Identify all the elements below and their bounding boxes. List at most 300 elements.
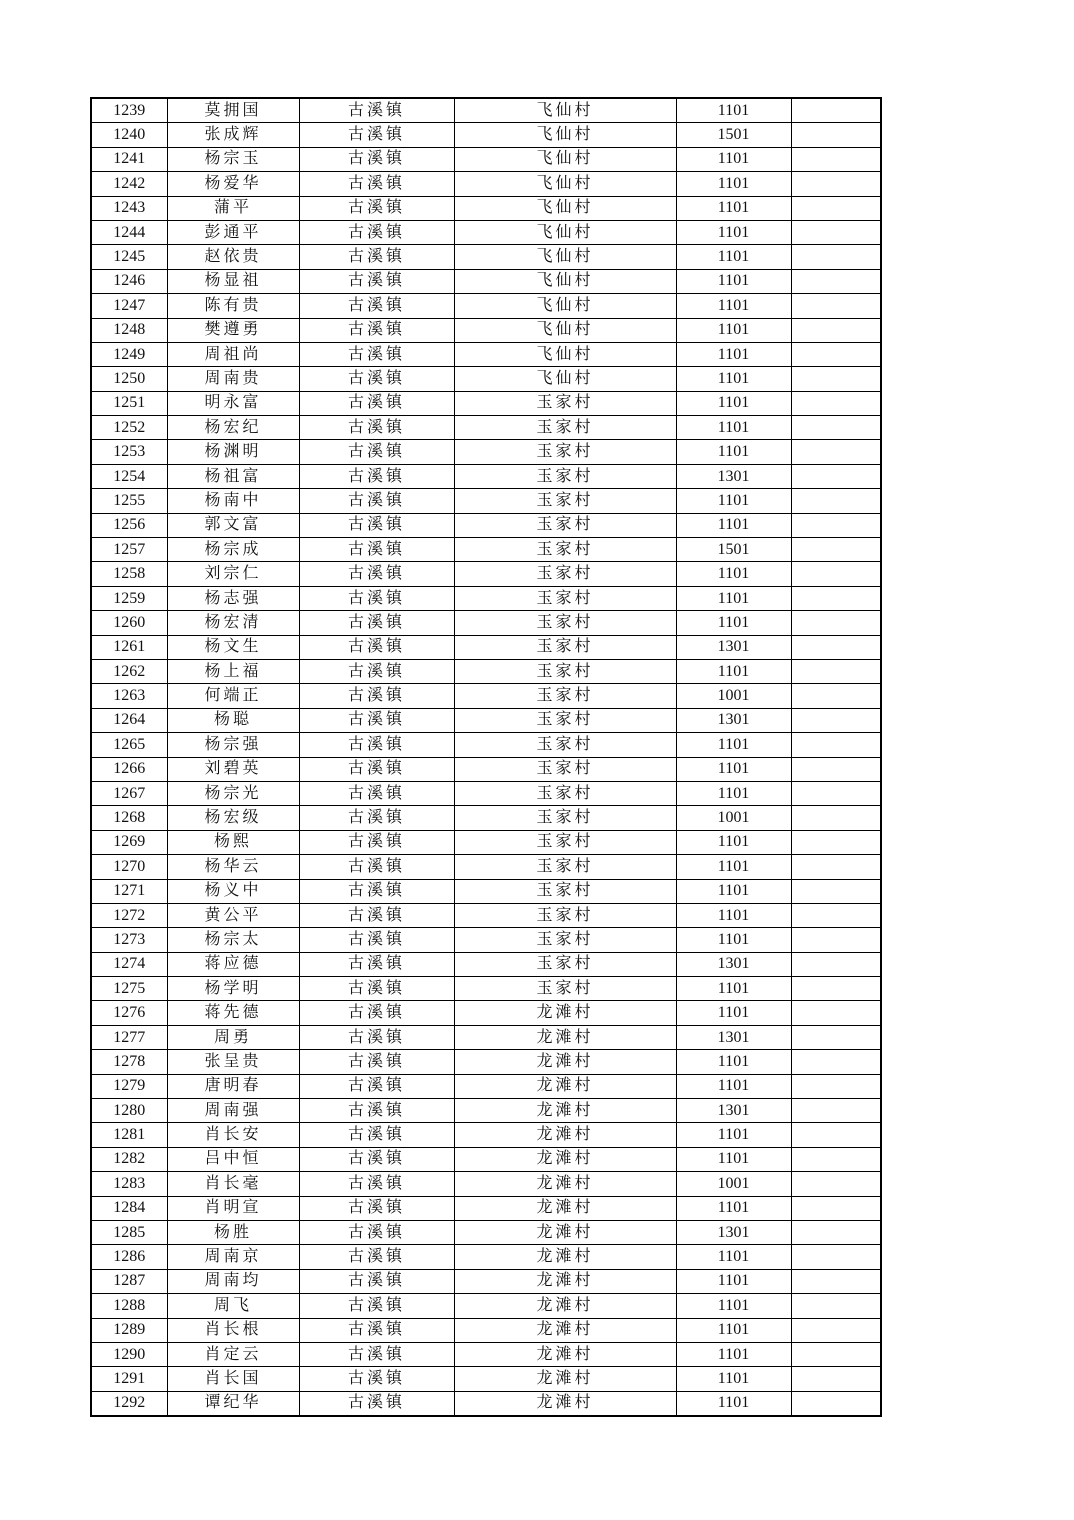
note-cell <box>791 1318 881 1342</box>
code-cell: 1101 <box>676 1342 791 1366</box>
town-cell: 古溪镇 <box>299 269 454 293</box>
row-number-cell: 1291 <box>91 1367 167 1391</box>
row-number-cell: 1249 <box>91 342 167 366</box>
row-number-cell: 1266 <box>91 757 167 781</box>
table-row <box>91 1391 881 1416</box>
row-number-cell: 1246 <box>91 269 167 293</box>
note-cell <box>791 172 881 196</box>
table-row <box>91 928 881 952</box>
note-cell <box>791 147 881 171</box>
name-cell: 蒋先德 <box>167 1001 299 1025</box>
name-cell: 杨渊明 <box>167 440 299 464</box>
code-cell: 1101 <box>676 611 791 635</box>
town-cell: 古溪镇 <box>299 1050 454 1074</box>
note-cell <box>791 489 881 513</box>
village-cell: 飞仙村 <box>454 367 676 391</box>
row-number-cell: 1274 <box>91 952 167 976</box>
roster-table <box>90 97 882 1417</box>
village-cell: 玉家村 <box>454 952 676 976</box>
code-cell: 1101 <box>676 172 791 196</box>
row-number-cell: 1263 <box>91 684 167 708</box>
table-row <box>91 245 881 269</box>
town-cell: 古溪镇 <box>299 391 454 415</box>
note-cell <box>791 1245 881 1269</box>
code-cell: 1101 <box>676 1147 791 1171</box>
name-cell: 杨宗光 <box>167 781 299 805</box>
code-cell: 1101 <box>676 391 791 415</box>
code-cell: 1301 <box>676 1025 791 1049</box>
table-row <box>91 123 881 147</box>
note-cell <box>791 1269 881 1293</box>
code-cell: 1101 <box>676 1318 791 1342</box>
table-row <box>91 1050 881 1074</box>
town-cell: 古溪镇 <box>299 586 454 610</box>
row-number-cell: 1283 <box>91 1172 167 1196</box>
table-row <box>91 1001 881 1025</box>
name-cell: 何端正 <box>167 684 299 708</box>
town-cell: 古溪镇 <box>299 98 454 123</box>
table-row <box>91 684 881 708</box>
village-cell: 龙滩村 <box>454 1050 676 1074</box>
name-cell: 杨宏纪 <box>167 416 299 440</box>
row-number-cell: 1279 <box>91 1074 167 1098</box>
village-cell: 龙滩村 <box>454 1245 676 1269</box>
code-cell: 1101 <box>676 830 791 854</box>
note-cell <box>791 708 881 732</box>
village-cell: 玉家村 <box>454 416 676 440</box>
note-cell <box>791 781 881 805</box>
name-cell: 肖明宣 <box>167 1196 299 1220</box>
village-cell: 龙滩村 <box>454 1269 676 1293</box>
name-cell: 杨胜 <box>167 1220 299 1244</box>
code-cell: 1101 <box>676 977 791 1001</box>
note-cell <box>791 928 881 952</box>
village-cell: 龙滩村 <box>454 1294 676 1318</box>
table-row <box>91 952 881 976</box>
table-row <box>91 1147 881 1171</box>
name-cell: 杨上福 <box>167 659 299 683</box>
town-cell: 古溪镇 <box>299 611 454 635</box>
village-cell: 飞仙村 <box>454 220 676 244</box>
village-cell: 龙滩村 <box>454 1196 676 1220</box>
row-number-cell: 1271 <box>91 879 167 903</box>
row-number-cell: 1240 <box>91 123 167 147</box>
code-cell: 1101 <box>676 269 791 293</box>
note-cell <box>791 513 881 537</box>
row-number-cell: 1275 <box>91 977 167 1001</box>
table-row <box>91 1025 881 1049</box>
village-cell: 龙滩村 <box>454 1147 676 1171</box>
table-row <box>91 659 881 683</box>
row-number-cell: 1243 <box>91 196 167 220</box>
village-cell: 飞仙村 <box>454 196 676 220</box>
village-cell: 玉家村 <box>454 391 676 415</box>
village-cell: 玉家村 <box>454 440 676 464</box>
row-number-cell: 1254 <box>91 464 167 488</box>
name-cell: 周南贵 <box>167 367 299 391</box>
code-cell: 1101 <box>676 1245 791 1269</box>
table-row <box>91 220 881 244</box>
code-cell: 1101 <box>676 245 791 269</box>
code-cell: 1101 <box>676 757 791 781</box>
row-number-cell: 1250 <box>91 367 167 391</box>
table-row <box>91 1220 881 1244</box>
note-cell <box>791 1147 881 1171</box>
note-cell <box>791 123 881 147</box>
village-cell: 飞仙村 <box>454 245 676 269</box>
note-cell <box>791 464 881 488</box>
code-cell: 1101 <box>676 562 791 586</box>
town-cell: 古溪镇 <box>299 513 454 537</box>
row-number-cell: 1282 <box>91 1147 167 1171</box>
note-cell <box>791 1099 881 1123</box>
village-cell: 飞仙村 <box>454 147 676 171</box>
row-number-cell: 1257 <box>91 538 167 562</box>
name-cell: 吕中恒 <box>167 1147 299 1171</box>
village-cell: 龙滩村 <box>454 1172 676 1196</box>
code-cell: 1101 <box>676 98 791 123</box>
town-cell: 古溪镇 <box>299 440 454 464</box>
name-cell: 杨显祖 <box>167 269 299 293</box>
table-row <box>91 635 881 659</box>
row-number-cell: 1272 <box>91 903 167 927</box>
table-row <box>91 806 881 830</box>
code-cell: 1301 <box>676 1220 791 1244</box>
town-cell: 古溪镇 <box>299 1172 454 1196</box>
table-row <box>91 1099 881 1123</box>
town-cell: 古溪镇 <box>299 196 454 220</box>
row-number-cell: 1253 <box>91 440 167 464</box>
row-number-cell: 1285 <box>91 1220 167 1244</box>
town-cell: 古溪镇 <box>299 1294 454 1318</box>
code-cell: 1501 <box>676 123 791 147</box>
village-cell: 玉家村 <box>454 562 676 586</box>
table-row <box>91 440 881 464</box>
code-cell: 1101 <box>676 903 791 927</box>
town-cell: 古溪镇 <box>299 464 454 488</box>
village-cell: 龙滩村 <box>454 1123 676 1147</box>
note-cell <box>791 1342 881 1366</box>
table-row <box>91 1172 881 1196</box>
village-cell: 玉家村 <box>454 538 676 562</box>
note-cell <box>791 245 881 269</box>
village-cell: 玉家村 <box>454 635 676 659</box>
table-row <box>91 342 881 366</box>
table-row <box>91 489 881 513</box>
town-cell: 古溪镇 <box>299 1001 454 1025</box>
row-number-cell: 1242 <box>91 172 167 196</box>
table-row <box>91 830 881 854</box>
town-cell: 古溪镇 <box>299 781 454 805</box>
table-row <box>91 977 881 1001</box>
table-row <box>91 1318 881 1342</box>
name-cell: 杨南中 <box>167 489 299 513</box>
row-number-cell: 1287 <box>91 1269 167 1293</box>
note-cell <box>791 733 881 757</box>
name-cell: 周飞 <box>167 1294 299 1318</box>
town-cell: 古溪镇 <box>299 635 454 659</box>
note-cell <box>791 1001 881 1025</box>
village-cell: 玉家村 <box>454 903 676 927</box>
note-cell <box>791 757 881 781</box>
code-cell: 1101 <box>676 733 791 757</box>
row-number-cell: 1241 <box>91 147 167 171</box>
table-row <box>91 781 881 805</box>
name-cell: 陈有贵 <box>167 294 299 318</box>
name-cell: 杨文生 <box>167 635 299 659</box>
name-cell: 蒲平 <box>167 196 299 220</box>
town-cell: 古溪镇 <box>299 245 454 269</box>
table-row <box>91 1245 881 1269</box>
row-number-cell: 1267 <box>91 781 167 805</box>
note-cell <box>791 1391 881 1416</box>
row-number-cell: 1248 <box>91 318 167 342</box>
table-row <box>91 903 881 927</box>
table-body <box>91 98 881 1416</box>
name-cell: 明永富 <box>167 391 299 415</box>
village-cell: 龙滩村 <box>454 1025 676 1049</box>
village-cell: 玉家村 <box>454 806 676 830</box>
note-cell <box>791 1196 881 1220</box>
code-cell: 1101 <box>676 513 791 537</box>
table-row <box>91 562 881 586</box>
table-row <box>91 464 881 488</box>
name-cell: 杨宗玉 <box>167 147 299 171</box>
row-number-cell: 1289 <box>91 1318 167 1342</box>
table-row <box>91 708 881 732</box>
name-cell: 杨宏级 <box>167 806 299 830</box>
name-cell: 杨爱华 <box>167 172 299 196</box>
town-cell: 古溪镇 <box>299 708 454 732</box>
row-number-cell: 1251 <box>91 391 167 415</box>
row-number-cell: 1261 <box>91 635 167 659</box>
name-cell: 杨宗成 <box>167 538 299 562</box>
name-cell: 杨学明 <box>167 977 299 1001</box>
table-row <box>91 367 881 391</box>
row-number-cell: 1280 <box>91 1099 167 1123</box>
row-number-cell: 1269 <box>91 830 167 854</box>
name-cell: 唐明春 <box>167 1074 299 1098</box>
name-cell: 肖长毫 <box>167 1172 299 1196</box>
town-cell: 古溪镇 <box>299 489 454 513</box>
village-cell: 玉家村 <box>454 733 676 757</box>
row-number-cell: 1239 <box>91 98 167 123</box>
row-number-cell: 1258 <box>91 562 167 586</box>
table-row <box>91 757 881 781</box>
village-cell: 玉家村 <box>454 464 676 488</box>
note-cell <box>791 562 881 586</box>
name-cell: 刘宗仁 <box>167 562 299 586</box>
table-row <box>91 294 881 318</box>
row-number-cell: 1265 <box>91 733 167 757</box>
village-cell: 飞仙村 <box>454 318 676 342</box>
village-cell: 玉家村 <box>454 611 676 635</box>
note-cell <box>791 1220 881 1244</box>
town-cell: 古溪镇 <box>299 562 454 586</box>
town-cell: 古溪镇 <box>299 367 454 391</box>
code-cell: 1101 <box>676 1367 791 1391</box>
code-cell: 1101 <box>676 1074 791 1098</box>
code-cell: 1101 <box>676 855 791 879</box>
name-cell: 杨聪 <box>167 708 299 732</box>
town-cell: 古溪镇 <box>299 1245 454 1269</box>
town-cell: 古溪镇 <box>299 1269 454 1293</box>
village-cell: 玉家村 <box>454 977 676 1001</box>
town-cell: 古溪镇 <box>299 1367 454 1391</box>
town-cell: 古溪镇 <box>299 977 454 1001</box>
row-number-cell: 1284 <box>91 1196 167 1220</box>
name-cell: 杨祖富 <box>167 464 299 488</box>
name-cell: 周南均 <box>167 1269 299 1293</box>
town-cell: 古溪镇 <box>299 684 454 708</box>
town-cell: 古溪镇 <box>299 806 454 830</box>
code-cell: 1101 <box>676 416 791 440</box>
village-cell: 玉家村 <box>454 513 676 537</box>
town-cell: 古溪镇 <box>299 1220 454 1244</box>
row-number-cell: 1255 <box>91 489 167 513</box>
row-number-cell: 1290 <box>91 1342 167 1366</box>
code-cell: 1101 <box>676 1196 791 1220</box>
name-cell: 肖长安 <box>167 1123 299 1147</box>
table-row <box>91 513 881 537</box>
row-number-cell: 1277 <box>91 1025 167 1049</box>
table-row <box>91 172 881 196</box>
row-number-cell: 1256 <box>91 513 167 537</box>
town-cell: 古溪镇 <box>299 659 454 683</box>
row-number-cell: 1281 <box>91 1123 167 1147</box>
table-row <box>91 733 881 757</box>
code-cell: 1101 <box>676 659 791 683</box>
town-cell: 古溪镇 <box>299 1099 454 1123</box>
name-cell: 张成辉 <box>167 123 299 147</box>
village-cell: 玉家村 <box>454 659 676 683</box>
name-cell: 刘碧英 <box>167 757 299 781</box>
code-cell: 1001 <box>676 684 791 708</box>
village-cell: 龙滩村 <box>454 1001 676 1025</box>
village-cell: 飞仙村 <box>454 269 676 293</box>
village-cell: 龙滩村 <box>454 1099 676 1123</box>
name-cell: 黄公平 <box>167 903 299 927</box>
town-cell: 古溪镇 <box>299 1123 454 1147</box>
name-cell: 郭文富 <box>167 513 299 537</box>
note-cell <box>791 196 881 220</box>
village-cell: 玉家村 <box>454 830 676 854</box>
town-cell: 古溪镇 <box>299 1074 454 1098</box>
village-cell: 玉家村 <box>454 757 676 781</box>
code-cell: 1101 <box>676 220 791 244</box>
town-cell: 古溪镇 <box>299 172 454 196</box>
note-cell <box>791 391 881 415</box>
row-number-cell: 1286 <box>91 1245 167 1269</box>
note-cell <box>791 269 881 293</box>
code-cell: 1101 <box>676 879 791 903</box>
town-cell: 古溪镇 <box>299 830 454 854</box>
code-cell: 1101 <box>676 928 791 952</box>
name-cell: 杨华云 <box>167 855 299 879</box>
town-cell: 古溪镇 <box>299 1196 454 1220</box>
village-cell: 龙滩村 <box>454 1391 676 1416</box>
table-row <box>91 1269 881 1293</box>
village-cell: 玉家村 <box>454 489 676 513</box>
name-cell: 肖定云 <box>167 1342 299 1366</box>
name-cell: 杨熙 <box>167 830 299 854</box>
code-cell: 1101 <box>676 318 791 342</box>
village-cell: 龙滩村 <box>454 1318 676 1342</box>
code-cell: 1101 <box>676 342 791 366</box>
name-cell: 杨宗强 <box>167 733 299 757</box>
code-cell: 1101 <box>676 367 791 391</box>
code-cell: 1101 <box>676 489 791 513</box>
note-cell <box>791 367 881 391</box>
row-number-cell: 1288 <box>91 1294 167 1318</box>
note-cell <box>791 416 881 440</box>
town-cell: 古溪镇 <box>299 342 454 366</box>
table-row <box>91 391 881 415</box>
code-cell: 1101 <box>676 586 791 610</box>
village-cell: 飞仙村 <box>454 172 676 196</box>
note-cell <box>791 879 881 903</box>
table-row <box>91 269 881 293</box>
row-number-cell: 1247 <box>91 294 167 318</box>
town-cell: 古溪镇 <box>299 220 454 244</box>
village-cell: 飞仙村 <box>454 98 676 123</box>
code-cell: 1101 <box>676 1123 791 1147</box>
town-cell: 古溪镇 <box>299 318 454 342</box>
town-cell: 古溪镇 <box>299 1318 454 1342</box>
town-cell: 古溪镇 <box>299 294 454 318</box>
table-row <box>91 196 881 220</box>
row-number-cell: 1270 <box>91 855 167 879</box>
code-cell: 1301 <box>676 464 791 488</box>
village-cell: 玉家村 <box>454 855 676 879</box>
village-cell: 玉家村 <box>454 781 676 805</box>
row-number-cell: 1245 <box>91 245 167 269</box>
note-cell <box>791 1025 881 1049</box>
village-cell: 龙滩村 <box>454 1367 676 1391</box>
code-cell: 1101 <box>676 1391 791 1416</box>
code-cell: 1101 <box>676 147 791 171</box>
table-row <box>91 1294 881 1318</box>
code-cell: 1301 <box>676 1099 791 1123</box>
note-cell <box>791 1050 881 1074</box>
town-cell: 古溪镇 <box>299 903 454 927</box>
table-row <box>91 1196 881 1220</box>
note-cell <box>791 440 881 464</box>
note-cell <box>791 586 881 610</box>
row-number-cell: 1268 <box>91 806 167 830</box>
village-cell: 龙滩村 <box>454 1074 676 1098</box>
table-row <box>91 1074 881 1098</box>
table-row <box>91 1342 881 1366</box>
name-cell: 肖长根 <box>167 1318 299 1342</box>
name-cell: 杨志强 <box>167 586 299 610</box>
note-cell <box>791 318 881 342</box>
village-cell: 玉家村 <box>454 684 676 708</box>
code-cell: 1301 <box>676 708 791 732</box>
row-number-cell: 1244 <box>91 220 167 244</box>
row-number-cell: 1259 <box>91 586 167 610</box>
note-cell <box>791 855 881 879</box>
note-cell <box>791 611 881 635</box>
town-cell: 古溪镇 <box>299 928 454 952</box>
code-cell: 1301 <box>676 635 791 659</box>
town-cell: 古溪镇 <box>299 952 454 976</box>
village-cell: 飞仙村 <box>454 342 676 366</box>
code-cell: 1101 <box>676 1269 791 1293</box>
row-number-cell: 1262 <box>91 659 167 683</box>
town-cell: 古溪镇 <box>299 416 454 440</box>
table-row <box>91 855 881 879</box>
